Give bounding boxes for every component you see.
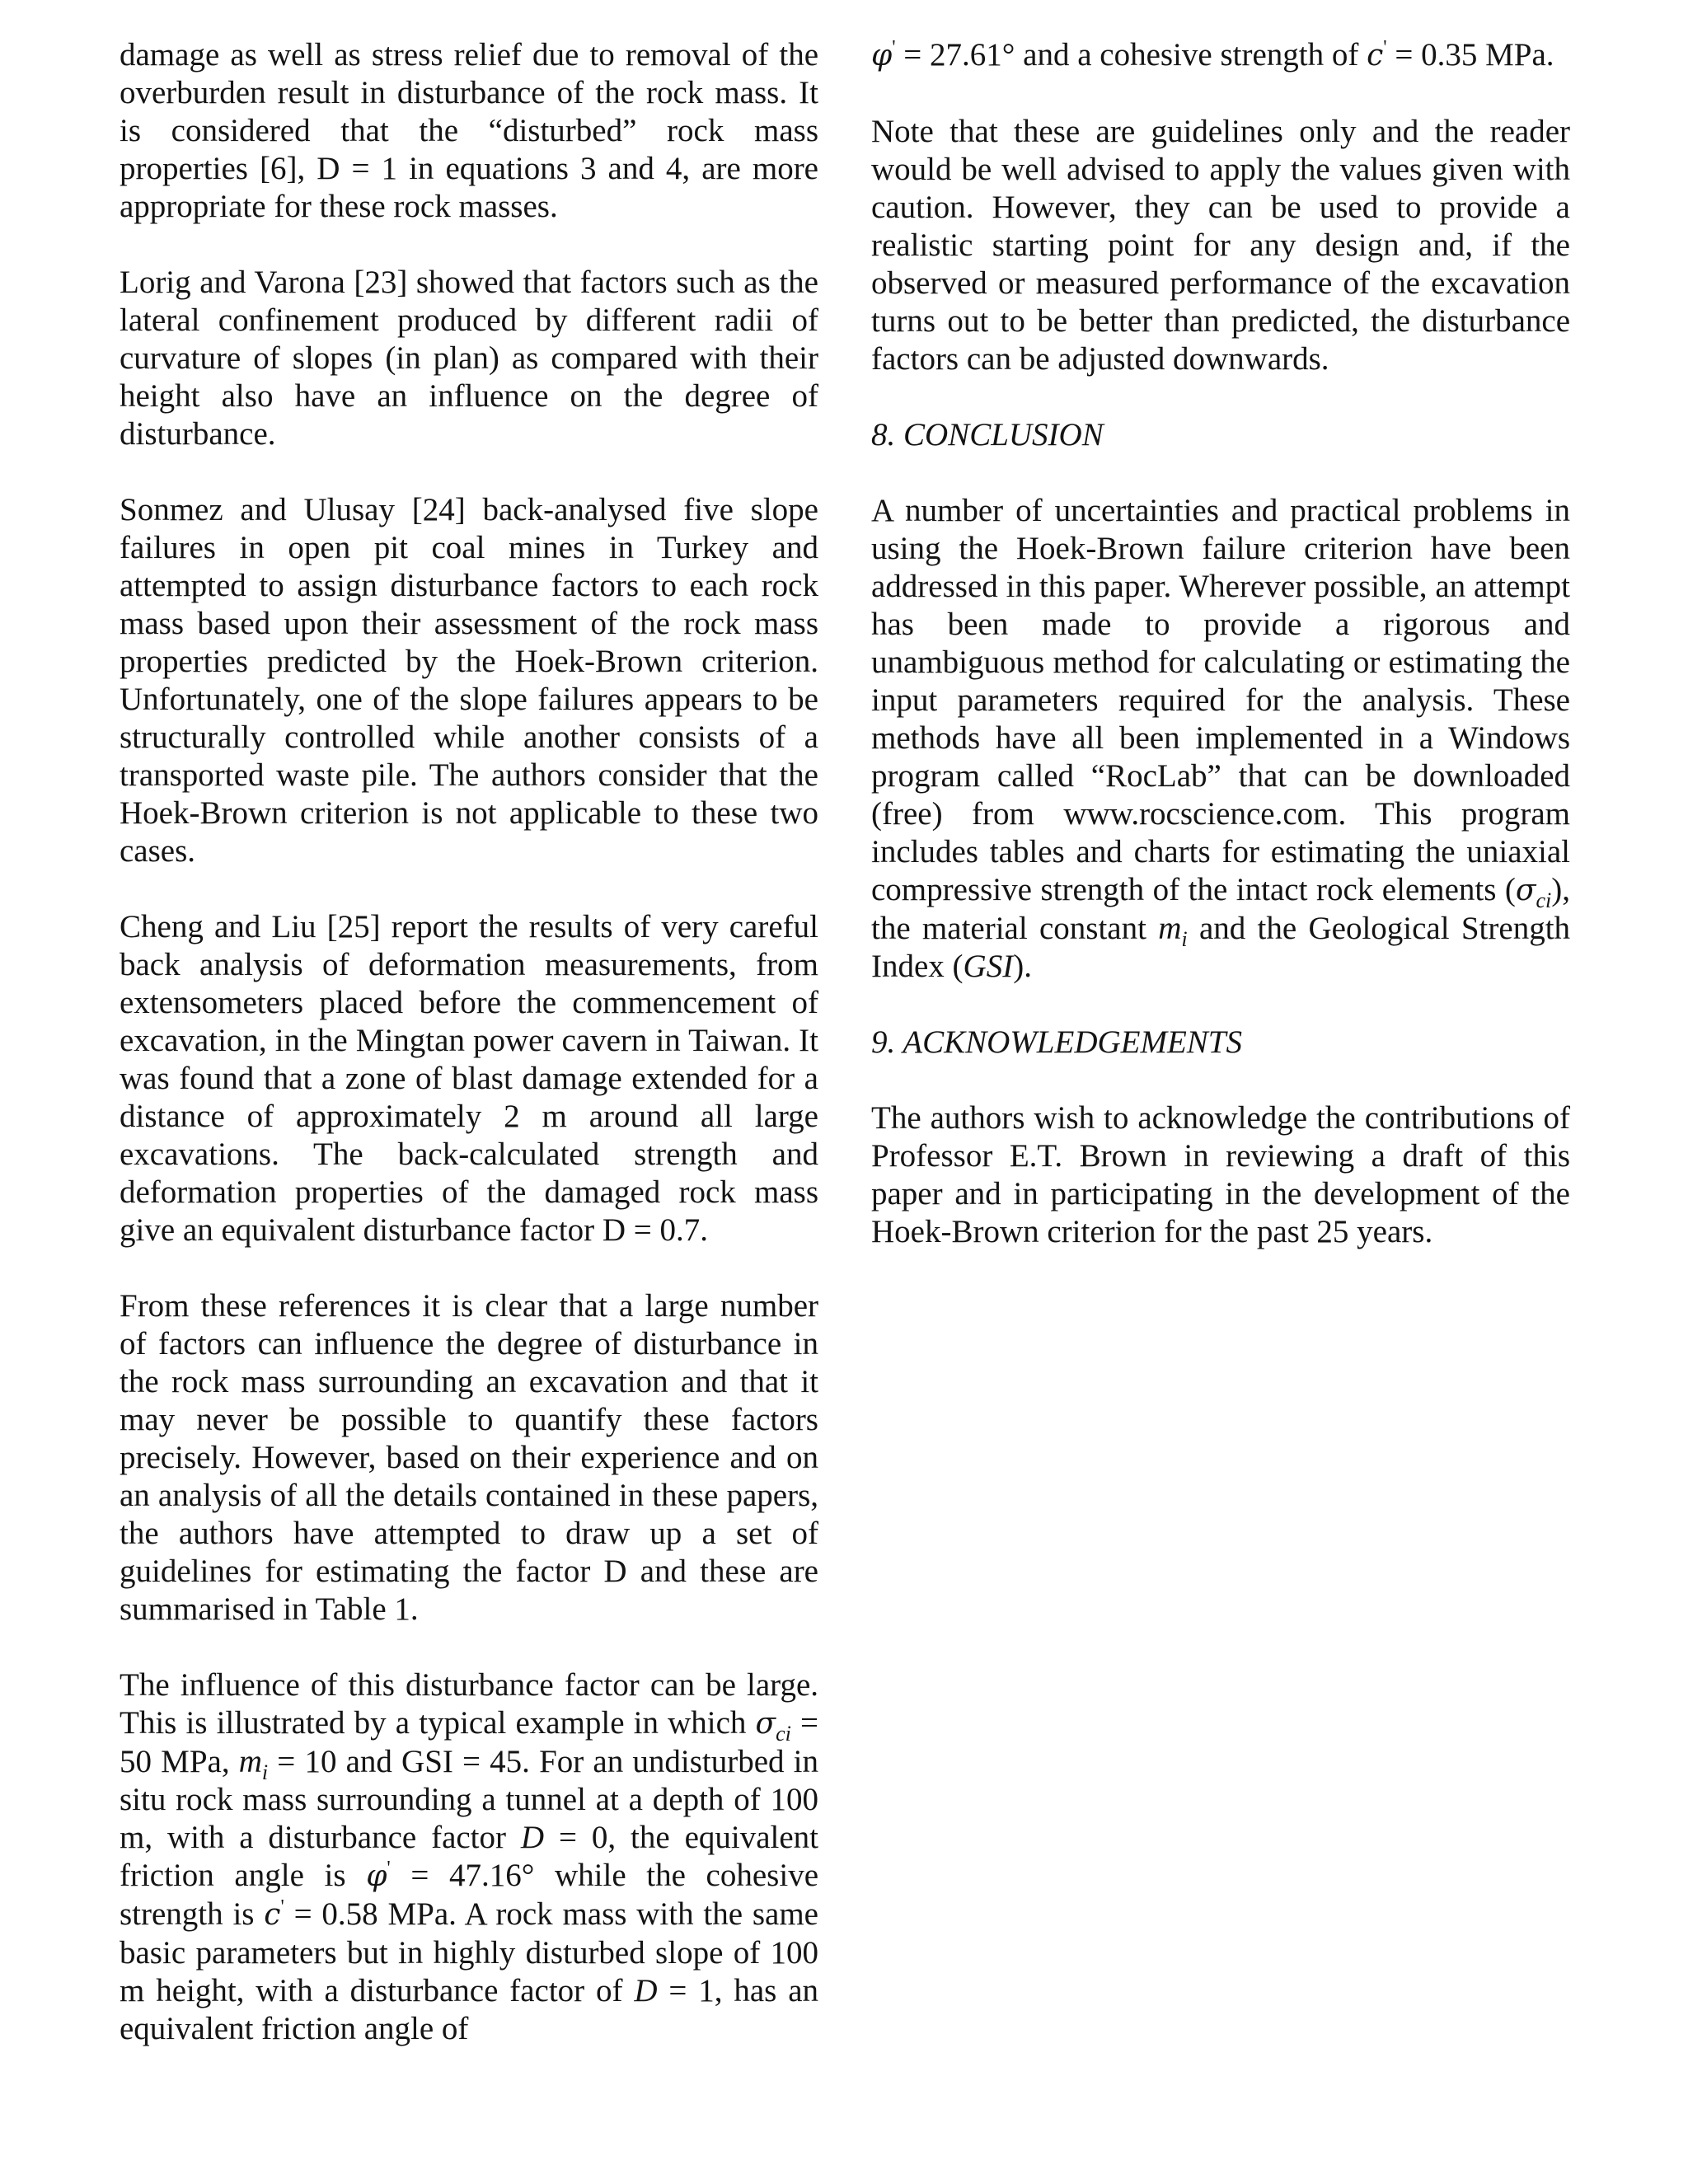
paragraph: Sonmez and Ulusay [24] back-analysed five slope failures in open pit coal mines in Turkey and attempted to assign disturbance factors to each rock mass based upon their assessment of the rock mass properties predicted by the Hoek-Brown criterion. Unfortunately, one of the slope failures appears to be structurally controlled while another consists of a transported waste pile. The authors consider that the Hoek-Brown criterion is not applicable to these two cases. [120,492,818,869]
gsi-abbrev: GSI [963,949,1014,984]
paragraph: A number of uncertainties and practical problems in using the Hoek-Brown failure criterion have been addressed in this paper. Wherever possible, an attempt has been made to provide a rigorous and unambiguous method for calculating or estimating the input parameters required for the analysis. These methods have all been implemented in a Windows program called “RocLab” that can be downloaded (free) from www.rocscience.com. This program includes tables and charts for estimating the uniaxial compressive strength of the intact rock elements $(\sigma_{ci})$, the material constant $m_i$ and the Geological Strength Index (GSI). [871,493,1571,984]
c-symbol: c [1367,39,1384,73]
sigma-symbol: σ [755,1707,776,1741]
d-symbol: D [520,1820,545,1855]
paragraph: damage as well as stress relief due to removal of the overburden result in disturbance of the rock mass. It is considered that the “disturbed” rock mass properties [6], D = 1 in equations 3 and 4, are more appropriate for these rock masses. [120,37,818,224]
section-heading-conclusion: 8. CONCLUSION [871,417,1104,452]
paragraph: Note that these are guidelines only and the reader would be well advised to apply the values given with caution. However, they can be used to provide a realistic starting point for any design and, if the observed or measured performance of the excavation turns out to be better than predicted, the disturbance factors can be adjusted downwards. [871,114,1570,377]
left-column [120,36,818,2086]
m-symbol: m [238,1744,262,1779]
paragraph: φ' = 27.61° and a cohesive strength of c' = 0.35 MPa. [871,37,1554,73]
c-symbol: c [264,1898,281,1932]
d-symbol: D [634,1973,658,2008]
right-column [871,36,1570,1289]
paragraph: Lorig and Varona [23] showed that factors such as the lateral confinement produced by different radii of curvature of slopes (in plan) as compared with their height also have an influence on the degree of disturbance. [120,265,818,452]
paragraph: From these references it is clear that a large number of factors can influence the degree of disturbance in the rock mass surrounding an excavation and that it may never be possible to quantify these factors precisely. However, based on their experience and on an analysis of all the details contained in these papers, the authors have attempted to draw up a set of guidelines for estimating the factor D and these are summarised in Table 1. [120,1288,818,1627]
m-symbol: m [1158,911,1182,946]
phi-symbol: φ [871,39,893,73]
sigma-symbol: σ [1515,874,1536,907]
paragraph-example: The influence of this disturbance factor can be large. This is illustrated by a typical example in which $\sigma_{ci} = 50$ MPa, $m_i = 10$ and GSI = 45. For an undisturbed in situ rock mass surrounding a tunnel at a depth of 100 m, with a disturbance factor D = 0, the equivalent friction angle is φ' = 47.16° while the cohesive strength is c' = 0.58 MPa. A rock mass with the same basic parameters but in highly disturbed slope of 100 m height, with a disturbance factor of D = 1, has an equivalent friction angle of [120,1667,819,2046]
paragraph: The authors wish to acknowledge the contributions of Professor E.T. Brown in reviewing a draft of this paper and in participating in the development of the Hoek-Brown criterion for the past 25 years. [871,1100,1570,1249]
phi-symbol: φ [366,1859,387,1893]
section-heading-acknowledgements: 9. ACKNOWLEDGEMENTS [871,1024,1242,1060]
paragraph: Cheng and Liu [25] report the results of very careful back analysis of deformation measurements, from extensometers placed before the commencement of excavation, in the Mingtan power cavern in Taiwan. It was found that a zone of blast damage extended for a distance of approximately 2 m around all large excavations. The back-calculated strength and deformation properties of the damaged rock mass give an equivalent disturbance factor D = 0.7. [120,909,818,1248]
